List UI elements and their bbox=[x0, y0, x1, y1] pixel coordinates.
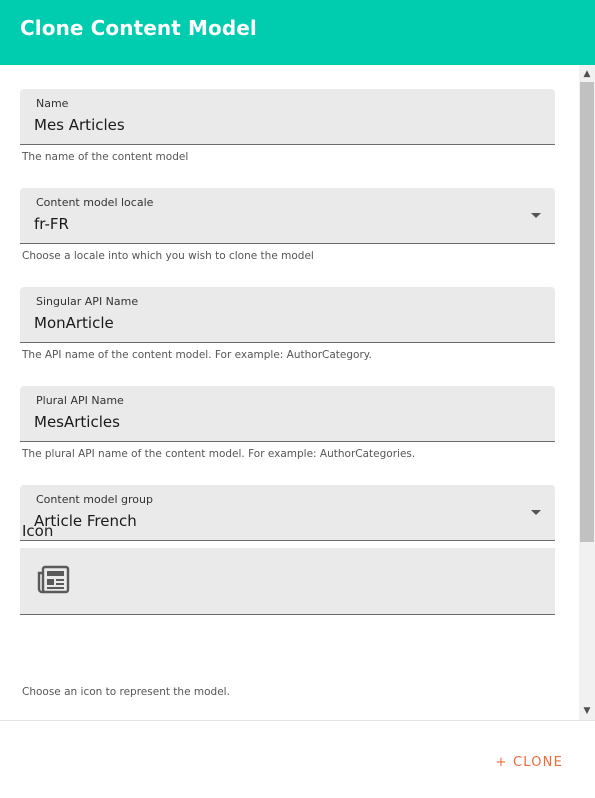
group-select[interactable] bbox=[20, 485, 555, 541]
singular-api-name-label: Singular API Name bbox=[36, 295, 139, 308]
singular-api-name-helper: The API name of the content model. For example: AuthorCategory. bbox=[22, 349, 372, 361]
name-helper: The name of the content model bbox=[22, 151, 189, 163]
icon-section-label: Icon bbox=[22, 522, 54, 540]
dialog-footer bbox=[0, 720, 595, 798]
name-label: Name bbox=[36, 97, 69, 110]
newspaper-icon[interactable] bbox=[36, 565, 70, 595]
dialog-title: Clone Content Model bbox=[20, 16, 257, 40]
locale-value[interactable]: fr-FR bbox=[34, 215, 69, 233]
singular-api-name-field[interactable] bbox=[20, 287, 555, 343]
scroll-down-icon[interactable]: ▼ bbox=[583, 706, 591, 716]
locale-select[interactable] bbox=[20, 188, 555, 244]
name-field[interactable] bbox=[20, 89, 555, 145]
singular-api-name-value[interactable]: MonArticle bbox=[34, 314, 114, 332]
scroll-up-icon[interactable]: ▲ bbox=[583, 69, 591, 79]
plural-api-name-field[interactable] bbox=[20, 386, 555, 442]
plural-api-name-helper: The plural API name of the content model. For example: AuthorCategories. bbox=[22, 448, 416, 460]
clone-button[interactable]: + CLONE bbox=[495, 755, 563, 770]
icon-helper: Choose an icon to represent the model. bbox=[22, 686, 230, 698]
scrollbar[interactable] bbox=[579, 65, 595, 720]
locale-label: Content model locale bbox=[36, 196, 154, 209]
scroll-thumb[interactable] bbox=[580, 82, 594, 542]
group-value[interactable]: Article French bbox=[34, 512, 137, 530]
locale-helper: Choose a locale into which you wish to clone the model bbox=[22, 250, 314, 262]
icon-picker[interactable] bbox=[20, 548, 555, 615]
name-value[interactable]: Mes Articles bbox=[34, 116, 125, 134]
group-dropdown-arrow-icon[interactable] bbox=[531, 510, 541, 515]
dialog-header bbox=[0, 0, 595, 65]
plural-api-name-label: Plural API Name bbox=[36, 394, 124, 407]
group-label: Content model group bbox=[36, 493, 153, 506]
locale-dropdown-arrow-icon[interactable] bbox=[531, 213, 541, 218]
dialog-body[interactable] bbox=[0, 65, 595, 720]
plural-api-name-value[interactable]: MesArticles bbox=[34, 413, 120, 431]
